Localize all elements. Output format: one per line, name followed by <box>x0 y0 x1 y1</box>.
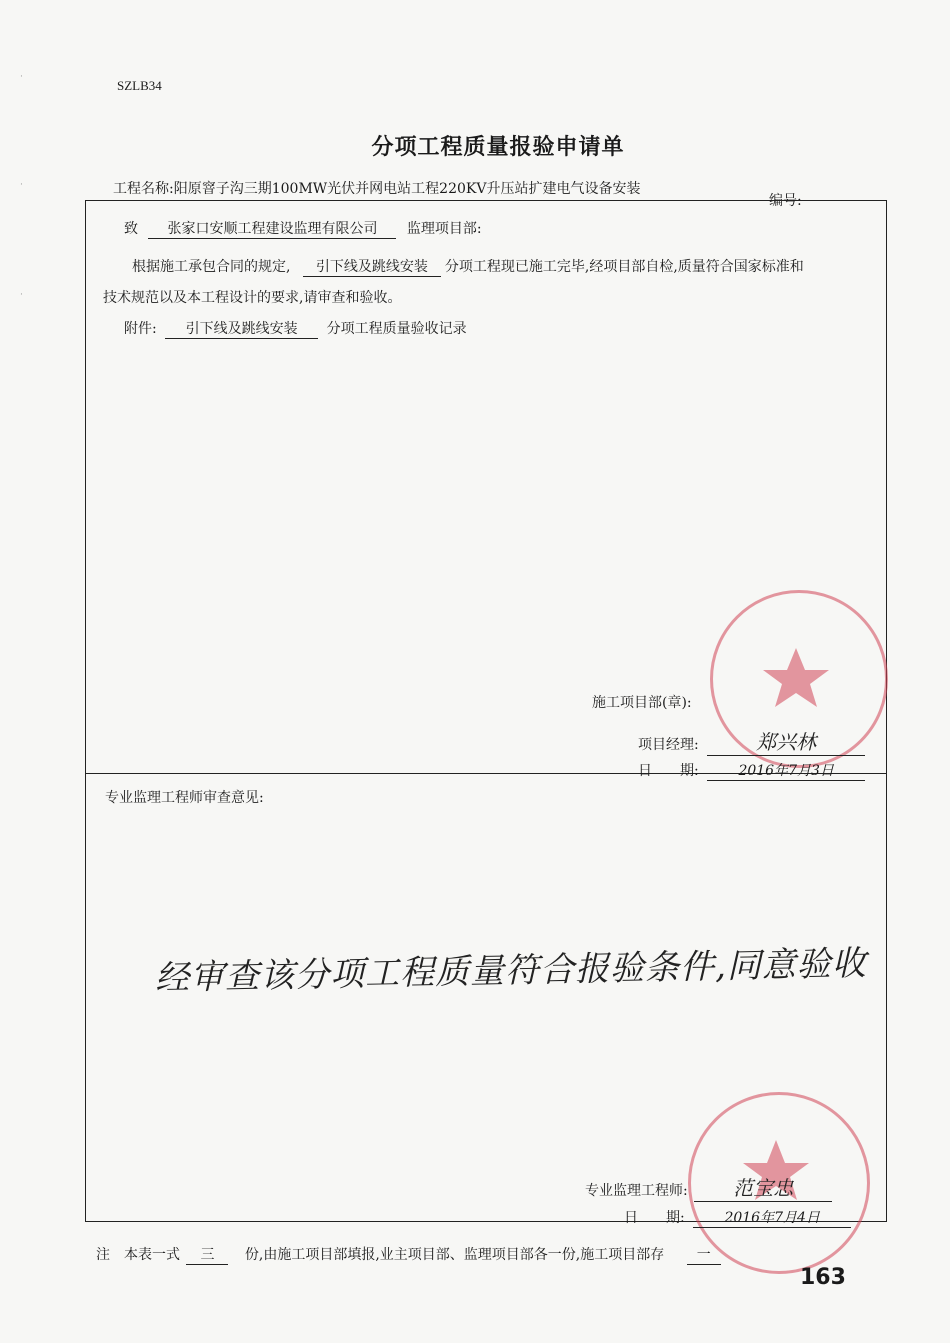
note-prefix: 注 本表一式 <box>96 1247 180 1263</box>
body-item: 引下线及跳线安装 <box>303 256 441 277</box>
project-label: 工程名称: <box>113 181 174 197</box>
upper-date-row <box>638 760 865 781</box>
manager-label: 项目经理: <box>638 737 699 753</box>
to-suffix: 监理项目部: <box>406 221 482 237</box>
body-line-1 <box>132 256 804 277</box>
engineer-row <box>585 1172 832 1202</box>
addressee-row <box>124 218 482 239</box>
note-tail: 一 <box>687 1244 721 1265</box>
lower-date-row <box>624 1207 851 1228</box>
body-prefix: 根据施工承包合同的规定, <box>132 259 291 275</box>
project-name: 阳原窨子沟三期100MW光伏并网电站工程220KV升压站扩建电气设备安装 <box>173 181 641 197</box>
review-heading: 专业监理工程师审查意见: <box>105 790 264 806</box>
binding-mark: · <box>20 72 23 82</box>
lower-date-value: 2016年7月4日 <box>693 1207 851 1228</box>
attach-suffix: 分项工程质量验收记录 <box>326 321 467 337</box>
to-prefix: 致 <box>124 221 138 237</box>
lower-date-label: 日 期: <box>624 1210 685 1226</box>
upper-date-value: 2016年7月3日 <box>707 760 865 781</box>
body-line-2: 技术规范以及本工程设计的要求,请审查和验收。 <box>103 290 402 306</box>
attach-item: 引下线及跳线安装 <box>165 318 318 339</box>
attach-prefix: 附件: <box>124 321 157 337</box>
project-name-row <box>113 178 640 198</box>
page-title: 分项工程质量报验申请单 <box>371 134 625 160</box>
manager-signature: 郑兴林 <box>707 726 865 756</box>
stamp-star-icon <box>763 648 829 707</box>
manager-row <box>638 726 865 756</box>
page-number: 163 <box>800 1265 846 1290</box>
engineer-label: 专业监理工程师: <box>585 1183 688 1199</box>
dept-label: 施工项目部(章): <box>592 695 692 711</box>
upper-date-label: 日 期: <box>638 763 699 779</box>
body-suffix: 分项工程现已施工完毕,经项目部自检,质量符合国家标准和 <box>444 259 804 275</box>
attachment-row <box>124 318 467 339</box>
note-copies: 三 <box>186 1244 228 1265</box>
note-row <box>96 1244 721 1265</box>
binding-mark: · <box>20 290 23 300</box>
form-code: SZLB34 <box>117 78 162 93</box>
engineer-signature: 范宝忠 <box>694 1172 832 1202</box>
number-label: 编号: <box>769 193 802 209</box>
review-opinion: 经审查该分项工程质量符合报验条件,同意验收 <box>154 943 868 999</box>
to-org: 张家口安顺工程建设监理有限公司 <box>148 218 396 239</box>
binding-mark: · <box>20 180 23 190</box>
note-suffix: 份,由施工项目部填报,业主项目部、监理项目部各一份,施工项目部存 <box>244 1247 665 1263</box>
